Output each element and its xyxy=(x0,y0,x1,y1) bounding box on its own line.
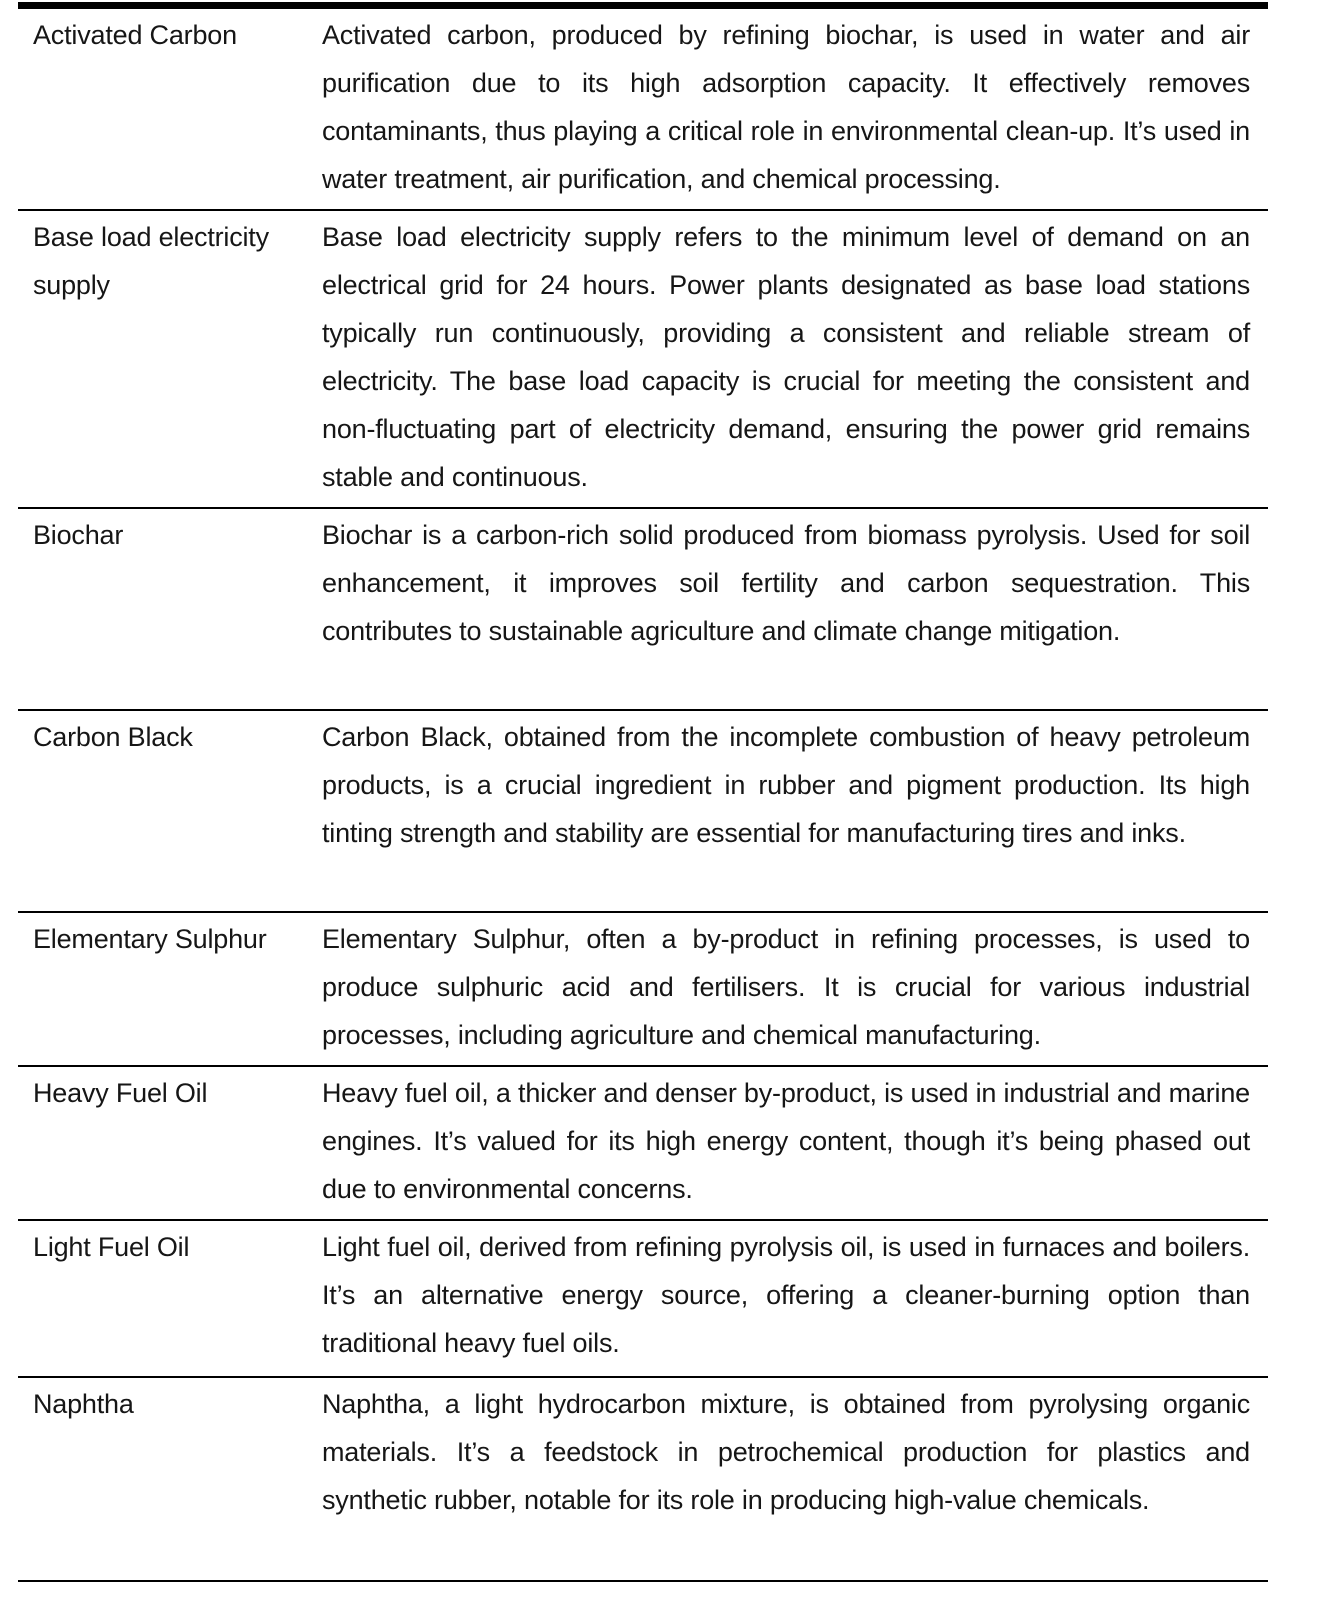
table-row xyxy=(18,210,1268,508)
definition-cell: Heavy fuel oil, a thicker and denser by-product, is used in industrial and marine engines. It’s valued for its high energy content, though it’s being phased out due to environmental concerns. xyxy=(322,1066,1268,1220)
term-cell: Elementary Sulphur xyxy=(18,912,322,1066)
term-cell: Activated Carbon xyxy=(33,20,237,50)
definition-cell: Base load electricity supply refers to the minimum level of demand on an electrical grid for 24 hours. Power plants designated as base load stations typically run continuously, providing a consistent and reliable stream of electricity. The base load capacity is crucial for meeting the consistent and non-fluctuating part of electricity demand, ensuring the power grid remains stable and continuous. xyxy=(322,210,1268,508)
definition-cell: Biochar is a carbon-rich solid produced from biomass pyrolysis. Used for soil enhancement, it improves soil fertility and carbon sequestration. This contributes to sustainable agriculture and climate change mitigation. xyxy=(322,508,1268,710)
table-row xyxy=(18,912,1268,1066)
term-cell: Light Fuel Oil xyxy=(18,1220,322,1377)
table-row xyxy=(18,508,1268,710)
definition-cell: Naphtha, a light hydrocarbon mixture, is obtained from pyrolysing organic materials. It’s a feedstock in petrochemical production for plastics and synthetic rubber, notable for its role in producing high-value chemicals. xyxy=(322,1377,1268,1581)
table-row xyxy=(18,6,1268,211)
glossary-table xyxy=(18,2,1268,1582)
table-row xyxy=(18,1377,1268,1581)
table-row xyxy=(18,710,1268,912)
table-row xyxy=(18,1220,1268,1377)
definition-cell: Elementary Sulphur, often a by-product in refining processes, is used to produce sulphuric acid and fertilisers. It is crucial for various industrial processes, including agriculture and chemical manufacturing. xyxy=(322,912,1268,1066)
term-cell: Heavy Fuel Oil xyxy=(18,1066,322,1220)
definition-cell: Activated carbon, produced by refining biochar, is used in water and air purification due to its high adsorption capacity. It effectively removes contaminants, thus playing a critical role in environmental clean-up. It’s used in water treatment, air purification, and chemical processing. xyxy=(322,20,1250,194)
term-cell: Carbon Black xyxy=(18,710,322,912)
glossary-table-body xyxy=(18,6,1268,1582)
term-cell: Biochar xyxy=(18,508,322,710)
definition-cell: Carbon Black, obtained from the incomplete combustion of heavy petroleum products, is a crucial ingredient in rubber and pigment production. Its high tinting strength and stability are essential for manufacturing tires and inks. xyxy=(322,710,1268,912)
term-cell: Base load electricity supply xyxy=(18,210,322,508)
term-cell: Naphtha xyxy=(18,1377,322,1581)
table-row xyxy=(18,1066,1268,1220)
definition-cell: Light fuel oil, derived from refining pyrolysis oil, is used in furnaces and boilers. It’s an alternative energy source, offering a cleaner-burning option than traditional heavy fuel oils. xyxy=(322,1220,1268,1377)
